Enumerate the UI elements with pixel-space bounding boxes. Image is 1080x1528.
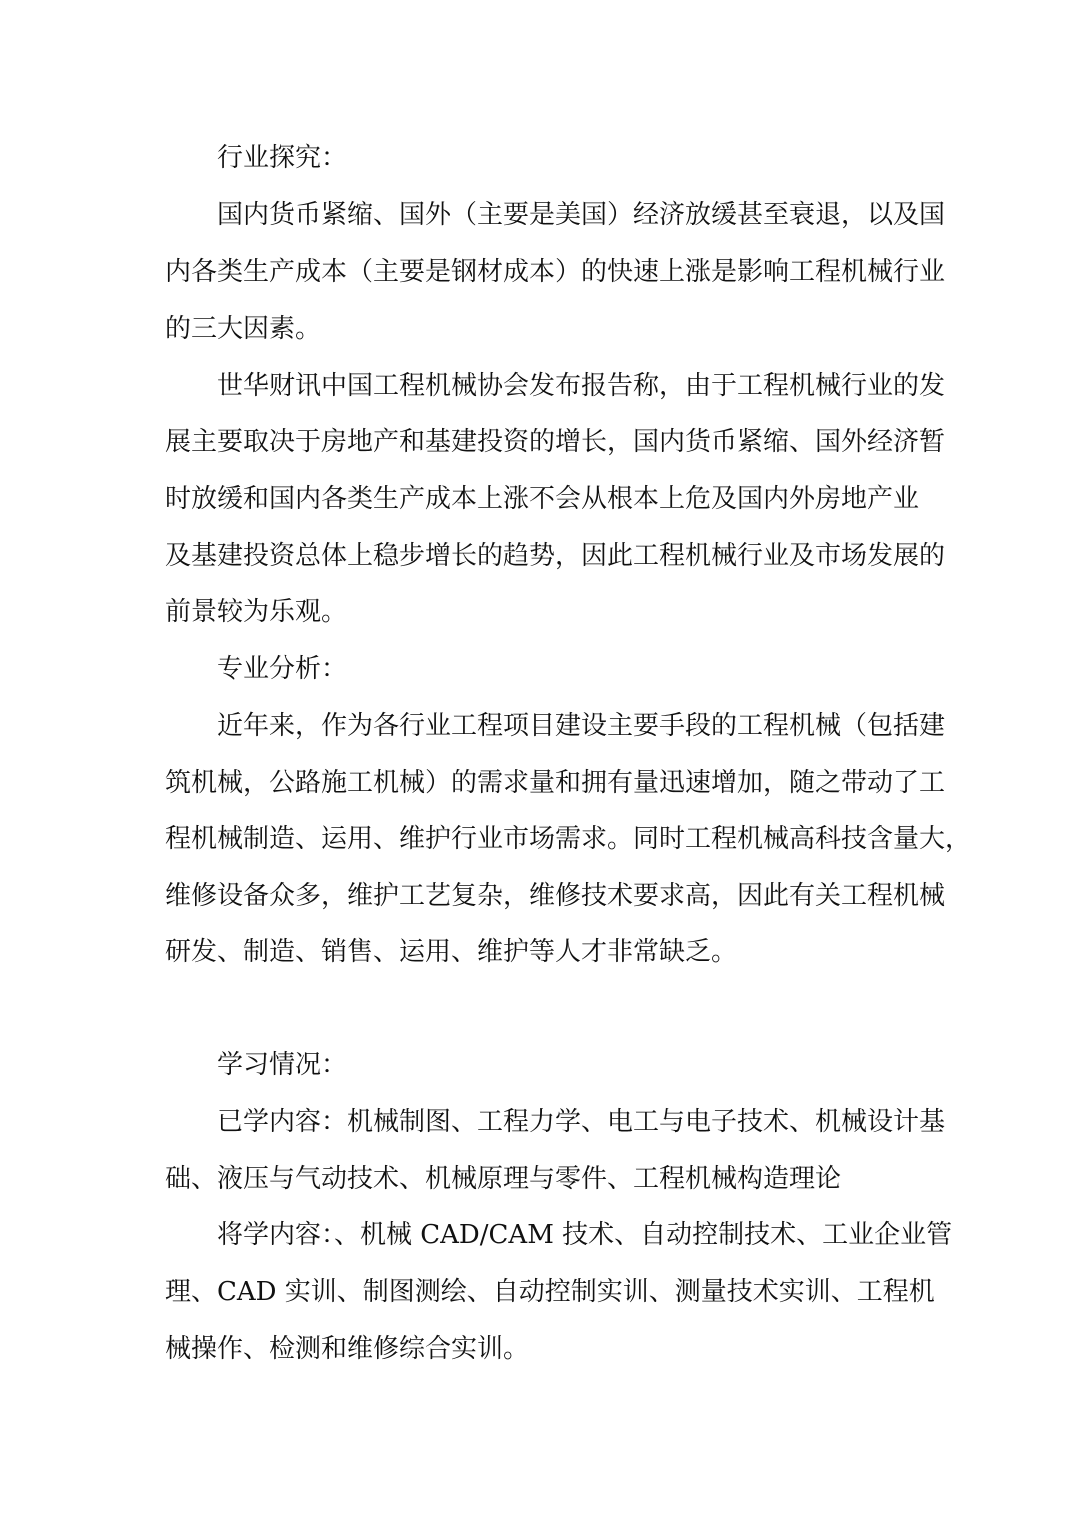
- section-heading: 行业探究：: [217, 143, 348, 173]
- paragraph-line: 筑机械，公路施工机械）的需求量和拥有量迅速增加，随之带动了工: [165, 768, 946, 798]
- paragraph-line: 的三大因素。: [165, 314, 322, 344]
- paragraph-line: 研发、制造、销售、运用、维护等人才非常缺乏。: [165, 937, 738, 967]
- paragraph-line: 国内货币紧缩、国外（主要是美国）经济放缓甚至衰退，以及国: [217, 200, 946, 230]
- paragraph-line: 械操作、检测和维修综合实训。: [165, 1334, 530, 1364]
- paragraph-line: 维修设备众多，维护工艺复杂，维修技术要求高，因此有关工程机械: [165, 881, 946, 911]
- paragraph-line: 及基建投资总体上稳步增长的趋势，因此工程机械行业及市场发展的: [165, 541, 946, 571]
- section-heading: 学习情况：: [217, 1050, 348, 1080]
- paragraph-line: 理、CAD 实训、制图测绘、自动控制实训、测量技术实训、工程机: [165, 1277, 935, 1307]
- paragraph-line: 世华财讯中国工程机械协会发布报告称，由于工程机械行业的发: [217, 371, 946, 401]
- paragraph-line: 内各类生产成本（主要是钢材成本）的快速上涨是影响工程机械行业: [165, 257, 946, 287]
- paragraph-line: 将学内容：、机械 CAD/CAM 技术、自动控制技术、工业企业管: [217, 1220, 953, 1250]
- section-heading: 专业分析：: [217, 654, 348, 684]
- paragraph-line: 展主要取决于房地产和基建投资的增长，国内货币紧缩、国外经济暂: [165, 427, 946, 457]
- paragraph-line: 近年来，作为各行业工程项目建设主要手段的工程机械（包括建: [217, 711, 946, 741]
- paragraph-line: 程机械制造、运用、维护行业市场需求。同时工程机械高科技含量大，: [165, 824, 972, 854]
- paragraph-line: 时放缓和国内各类生产成本上涨不会从根本上危及国内外房地产业: [165, 484, 920, 514]
- paragraph-line: 前景较为乐观。: [165, 597, 348, 627]
- paragraph-line: 已学内容：机械制图、工程力学、电工与电子技术、机械设计基: [217, 1107, 946, 1137]
- paragraph-line: 础、液压与气动技术、机械原理与零件、工程机械构造理论: [165, 1164, 842, 1194]
